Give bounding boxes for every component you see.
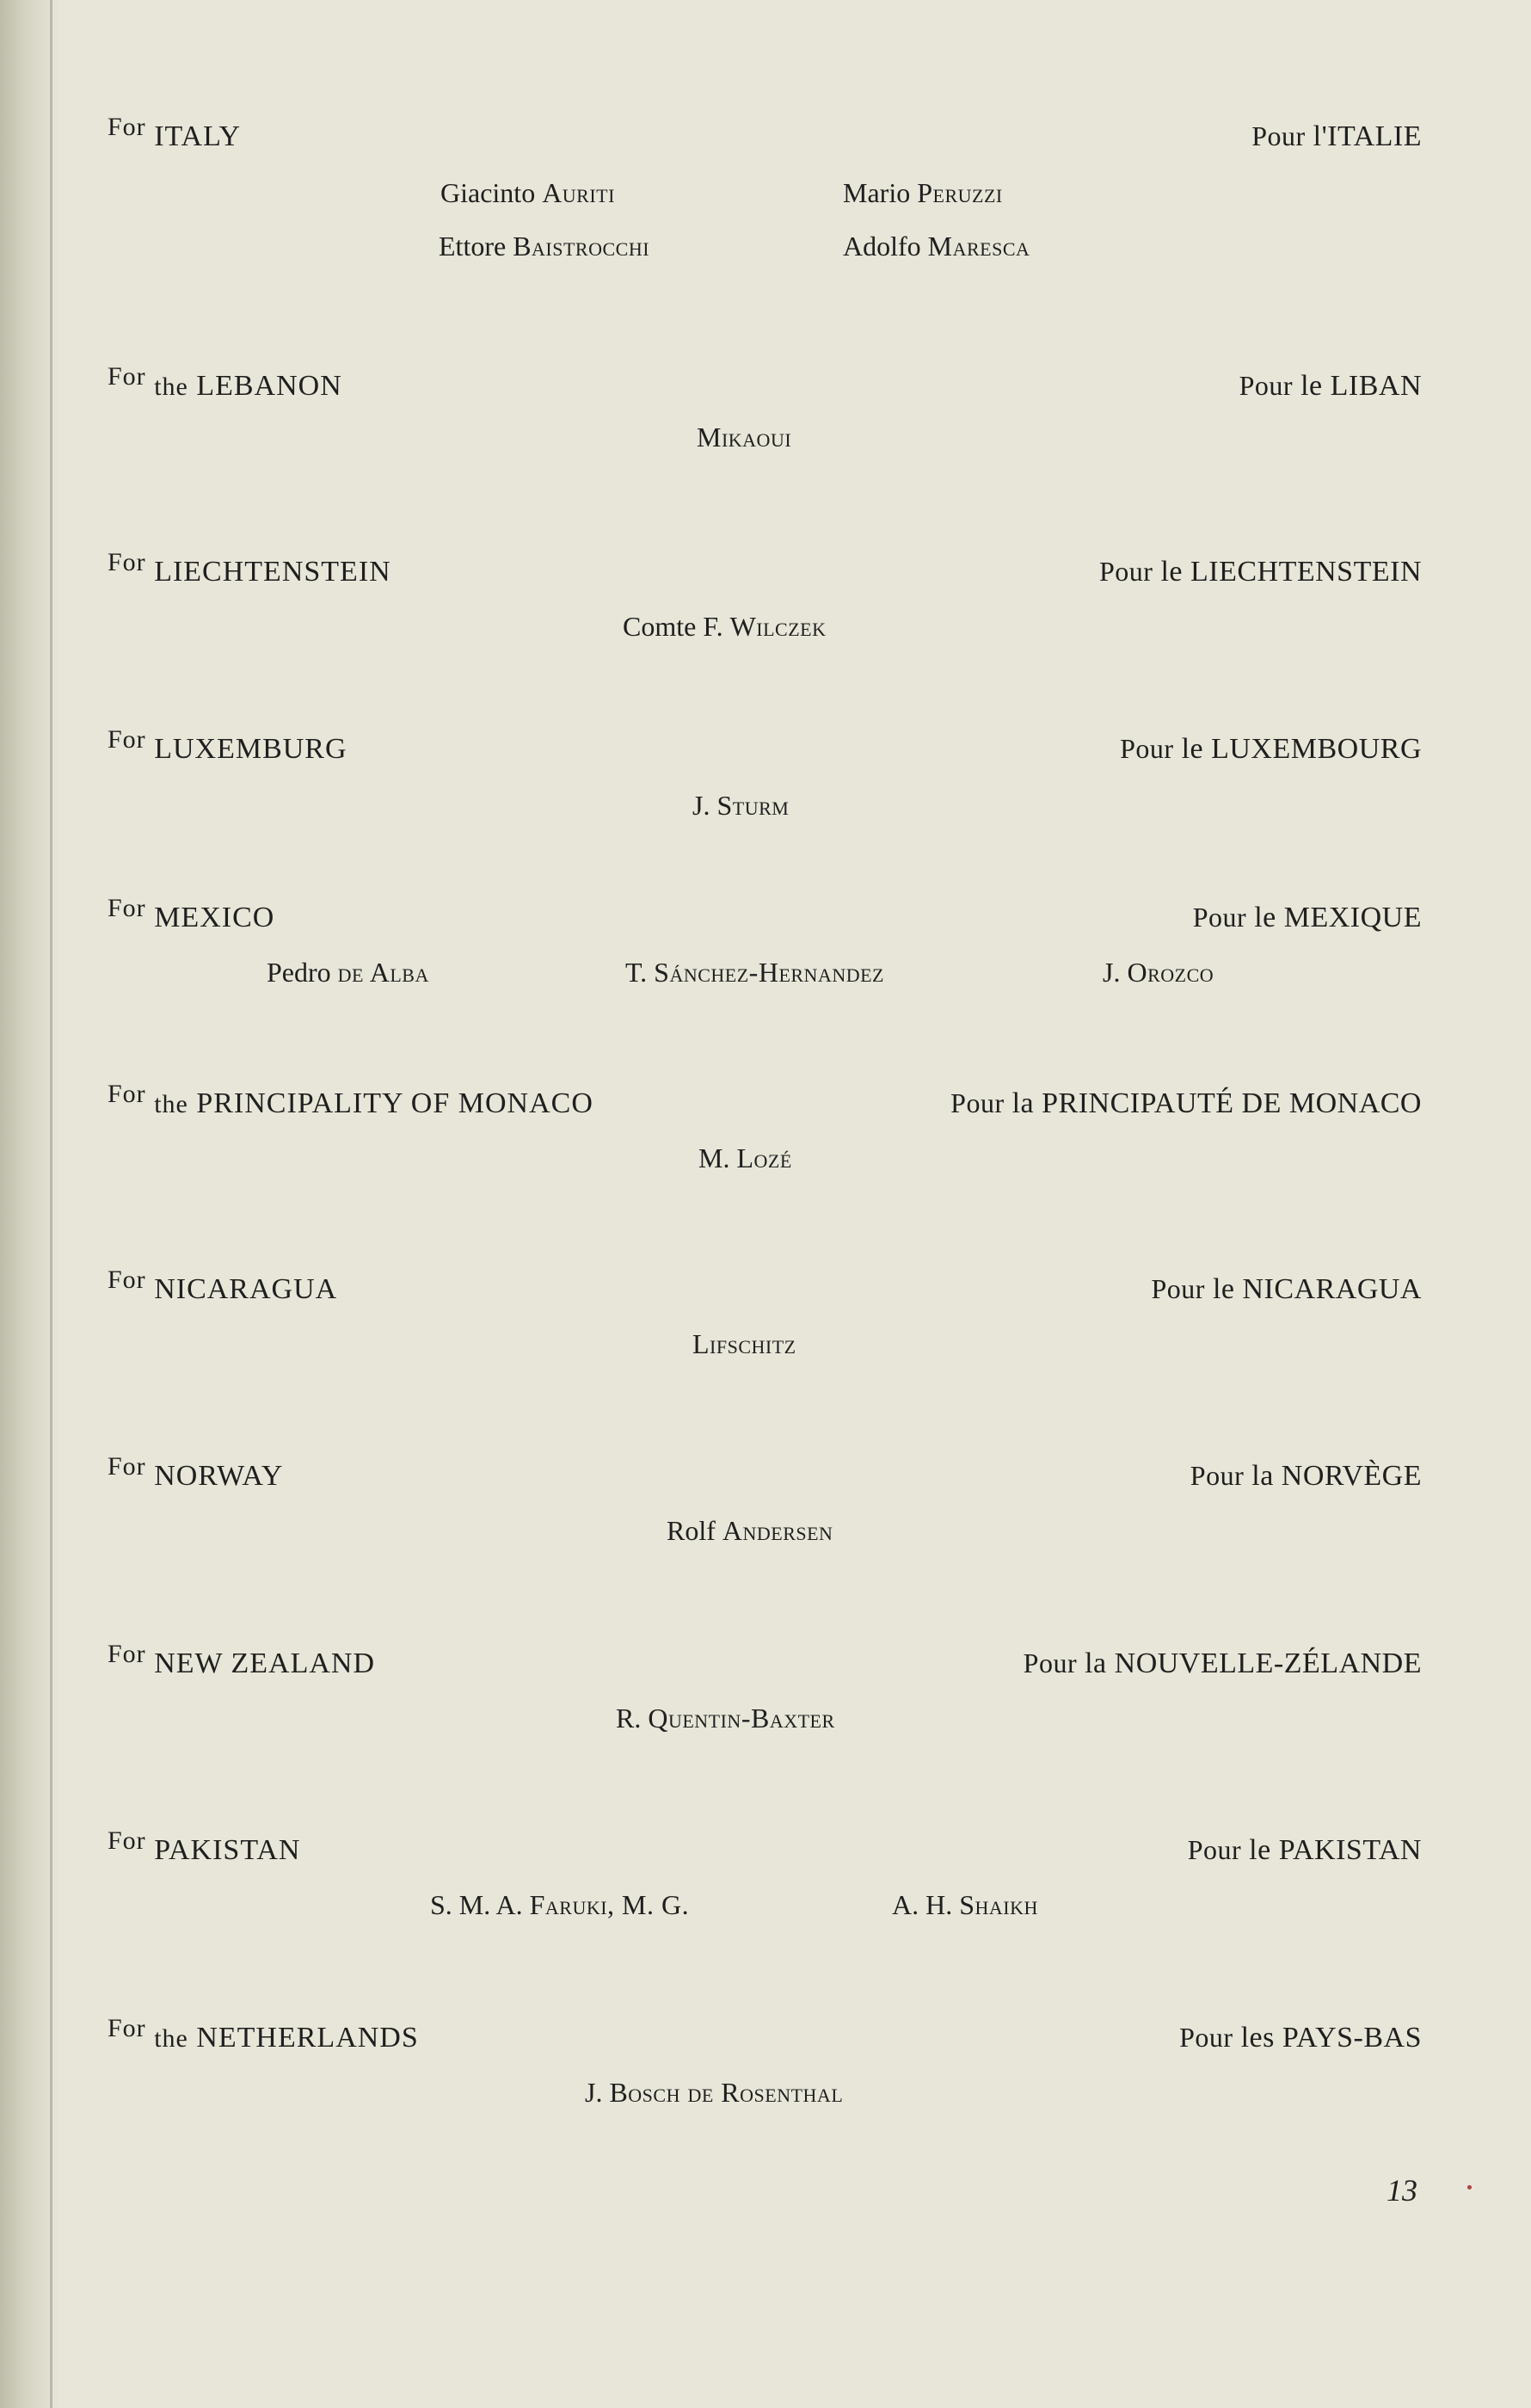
signatory — [843, 231, 1030, 262]
signatory-given: T. — [625, 957, 648, 988]
country-en — [108, 894, 275, 934]
signatory-given: M. — [698, 1142, 730, 1173]
pour-label: Pour — [1120, 733, 1174, 764]
for-label: For — [108, 894, 146, 922]
signatory-surname: Andersen — [722, 1515, 833, 1546]
signatory-surname: Sturm — [716, 790, 790, 821]
signatory — [692, 1328, 796, 1360]
signatory-surname: Mikaoui — [697, 422, 792, 453]
country-fr — [950, 1087, 1422, 1120]
country-fr-name: la NORVÈGE — [1251, 1460, 1422, 1492]
signatory-given: Comte F. — [623, 611, 723, 642]
country-fr — [1024, 1647, 1422, 1680]
signatory-given: S. M. A. — [430, 1889, 523, 1920]
country-fr-name: l'ITALIE — [1313, 120, 1422, 152]
country-fr-name: le MEXIQUE — [1254, 902, 1422, 933]
country-fr-name: la PRINCIPAUTÉ DE MONACO — [1011, 1087, 1422, 1119]
for-label: For — [108, 1452, 146, 1481]
for-label: For — [108, 113, 146, 141]
pour-label: Pour — [1099, 556, 1153, 587]
pour-label: Pour — [950, 1087, 1005, 1118]
country-en — [108, 548, 391, 588]
for-label: For — [108, 1266, 146, 1294]
country-en-name: NICARAGUA — [154, 1273, 338, 1305]
pour-label: Pour — [1023, 1647, 1078, 1678]
country-fr — [1188, 1834, 1422, 1867]
signatory-surname: de Alba — [337, 957, 429, 988]
country-fr — [1179, 2022, 1422, 2054]
country-en-name: NORWAY — [154, 1460, 284, 1492]
signatory — [697, 422, 791, 453]
signatory — [892, 1889, 1038, 1921]
country-fr — [1193, 902, 1422, 934]
signatory-surname: Peruzzi — [917, 177, 1003, 208]
country-en — [108, 1826, 301, 1867]
article: the — [154, 1090, 188, 1118]
country-fr-name: le LUXEMBOURG — [1181, 733, 1422, 765]
signatory — [623, 611, 826, 643]
country-fr — [1239, 370, 1422, 403]
country-en-name: PRINCIPALITY OF MONACO — [196, 1087, 593, 1119]
pour-label: Pour — [1239, 370, 1294, 401]
country-en-name: LUXEMBURG — [154, 733, 347, 765]
signatory-surname: Baistrocchi — [513, 231, 650, 262]
page-number: 13 — [1387, 2173, 1417, 2208]
for-label: For — [108, 1640, 146, 1668]
signatory — [439, 231, 649, 262]
signatory-given: Giacinto — [440, 177, 536, 208]
signatory — [667, 1515, 833, 1547]
signatory — [625, 957, 884, 988]
signatory-surname: Bosch de Rosenthal — [609, 2077, 844, 2108]
country-fr-name: le PAKISTAN — [1249, 1834, 1422, 1866]
signatory — [585, 2077, 843, 2109]
signatory-given: J. — [1103, 957, 1121, 988]
for-label: For — [108, 2014, 146, 2042]
pour-label: Pour — [1187, 1834, 1242, 1865]
signatory-given: Ettore — [439, 231, 507, 262]
signatory — [616, 1703, 835, 1734]
country-en — [108, 362, 342, 403]
country-en — [108, 725, 347, 766]
signatory-surname: Quentin-Baxter — [648, 1703, 835, 1734]
country-en-name: PAKISTAN — [154, 1834, 301, 1866]
signatory — [1103, 957, 1214, 988]
signatory-given: Adolfo — [843, 231, 921, 262]
article: the — [154, 373, 188, 401]
signatory — [440, 177, 615, 209]
country-fr — [1251, 120, 1422, 153]
signatory-given: J. — [692, 790, 710, 821]
signatory-surname: Wilczek — [729, 611, 827, 642]
for-label: For — [108, 548, 146, 576]
signatory-given: Pedro — [267, 957, 331, 988]
signatory — [692, 790, 789, 822]
country-en-name: LEBANON — [196, 370, 342, 402]
paper-speck — [1467, 2185, 1472, 2189]
country-en — [108, 113, 242, 153]
country-en-name: LIECHTENSTEIN — [154, 556, 391, 588]
signatory — [698, 1142, 792, 1174]
signatory-surname: Auriti — [542, 177, 615, 208]
country-fr-name: les PAYS-BAS — [1240, 2022, 1422, 2054]
country-en — [108, 1266, 338, 1306]
country-fr-name: le LIBAN — [1300, 370, 1422, 402]
signatory-given: R. — [616, 1703, 642, 1734]
for-label: For — [108, 1080, 146, 1108]
article: the — [154, 2024, 188, 2053]
for-label: For — [108, 362, 146, 391]
country-en-name: ITALY — [154, 120, 242, 152]
country-fr — [1190, 1460, 1422, 1493]
signatory-surname: Lifschitz — [692, 1328, 796, 1359]
signatory-surname: Faruki, M. G. — [529, 1889, 690, 1920]
signatory-given: Rolf — [667, 1515, 716, 1546]
pour-label: Pour — [1190, 1460, 1245, 1491]
country-fr — [1099, 556, 1422, 588]
country-en-name: MEXICO — [154, 902, 275, 933]
country-fr — [1120, 733, 1422, 766]
signatory-given: A. H. — [892, 1889, 953, 1920]
signatory-surname: Shaikh — [959, 1889, 1038, 1920]
country-en — [108, 1080, 593, 1120]
country-en — [108, 1452, 284, 1493]
country-fr-name: la NOUVELLE-ZÉLANDE — [1085, 1647, 1422, 1679]
country-fr — [1152, 1273, 1423, 1306]
signatory — [267, 957, 429, 988]
country-en — [108, 1640, 376, 1680]
signatory-surname: Maresca — [927, 231, 1030, 262]
signatory-given: Mario — [843, 177, 911, 208]
country-en-name: NETHERLANDS — [196, 2022, 419, 2054]
pour-label: Pour — [1179, 2022, 1233, 2053]
signatory-given: J. — [585, 2077, 603, 2108]
pour-label: Pour — [1192, 902, 1247, 933]
signatory-surname: Sánchez-Hernandez — [654, 957, 884, 988]
signatory — [843, 177, 1003, 209]
for-label: For — [108, 725, 146, 754]
country-en — [108, 2014, 419, 2054]
for-label: For — [108, 1826, 146, 1855]
pour-label: Pour — [1251, 120, 1306, 151]
country-fr-name: le NICARAGUA — [1212, 1273, 1422, 1305]
pour-label: Pour — [1151, 1273, 1205, 1304]
signatory — [430, 1889, 689, 1921]
country-en-name: NEW ZEALAND — [154, 1647, 376, 1679]
signatory-surname: Lozé — [736, 1142, 792, 1173]
country-fr-name: le LIECHTENSTEIN — [1160, 556, 1422, 588]
signatory-surname: Orozco — [1127, 957, 1214, 988]
